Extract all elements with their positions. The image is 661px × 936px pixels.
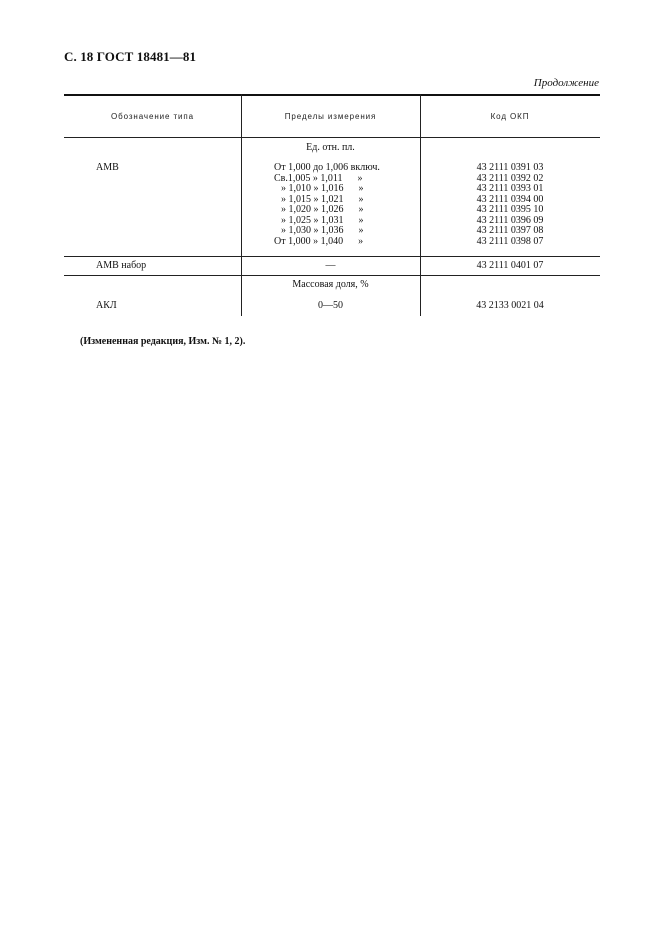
column-header-code: Код ОКП [490,111,530,121]
range-akl: 0—50 [318,300,343,311]
code-item: 43 2111 0394 00 [476,193,544,205]
section-divider-rule [64,256,600,257]
type-amv: АМВ [96,162,119,173]
range-item: » 1,010 » 1,016 » [281,183,364,194]
range-item: » 1,030 » 1,036 » [281,225,364,236]
code-akl: 43 2133 0021 04 [476,300,544,311]
code-list [420,163,600,247]
section-divider-rule-2 [64,275,600,276]
amendment-note: (Измененная редакция, Изм. № 1, 2). [80,336,246,347]
code-item: 43 2111 0398 07 [476,235,544,247]
range-item: От 1,000 до 1,006 включ. [274,162,380,173]
code-item: 43 2111 0396 09 [476,214,544,226]
range-dash: — [325,260,336,271]
code-amv-set: 43 2111 0401 07 [476,260,544,271]
type-amv-set: АМВ набор [96,260,147,271]
range-item: » 1,020 » 1,026 » [281,204,364,215]
range-item: От 1,000 » 1,040 » [274,235,364,247]
range-item: » 1,025 » 1,031 » [281,214,364,226]
code-item: 43 2111 0393 01 [476,183,544,194]
type-akl: АКЛ [96,300,117,311]
range-item: Св.1,005 » 1,011 » [274,172,363,184]
code-item: 43 2111 0395 10 [476,204,544,215]
code-item: 43 2111 0397 08 [476,225,544,236]
unit-label-relative-density: Ед. отн. пл. [306,142,355,153]
range-item: » 1,015 » 1,021 » [281,193,364,205]
range-list [274,163,380,247]
column-header-range: Пределы измерения [284,111,377,121]
column-header-type: Обозначение типа [110,111,194,121]
data-table [64,94,600,316]
page-header: С. 18 ГОСТ 18481—81 [64,49,197,64]
unit-label-mass-fraction: Массовая доля, % [292,279,369,290]
code-item: 43 2111 0392 02 [476,172,544,184]
continuation-label: Продолжение [533,77,599,89]
code-item: 43 2111 0391 03 [476,162,544,173]
